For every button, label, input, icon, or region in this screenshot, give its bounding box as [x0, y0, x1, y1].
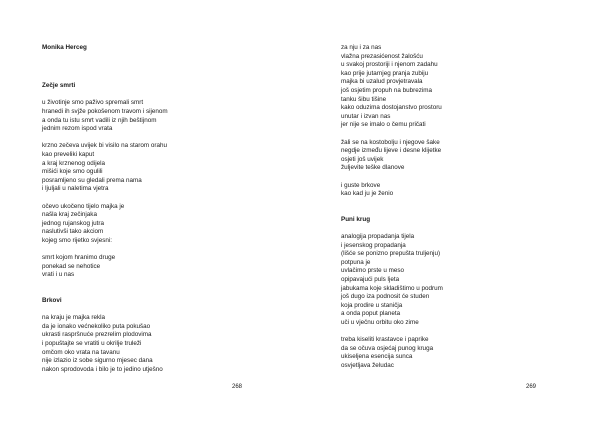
verse-line: nije izlazio iz sobe sigurno mjesec dana: [42, 357, 153, 365]
verse-line: i popuštajte se vratiti u okrilje truleži: [42, 340, 142, 347]
stanza: [341, 233, 581, 328]
verse-line: žali se na kostobolju i njegove šake: [341, 138, 440, 146]
poem-title: Zečje smrti: [42, 82, 76, 90]
verse-line: uči u vječnu orbitu oko zime: [341, 319, 419, 326]
verse-line: i jesenskog propadanja: [341, 241, 406, 249]
verse-line: očevo ukočeno tijelo majka je: [42, 202, 125, 210]
verse-line: jednog rujanskog jutra: [42, 219, 104, 227]
poem-title: Puni krug: [341, 215, 371, 223]
verse-line: treba kiseliti krastavce i paprike: [341, 336, 429, 344]
stanza: [42, 203, 282, 246]
verse-line: a onda tu istu smrt vadili iz njih beštijnom: [42, 116, 157, 124]
verse-line: kojeg smo rijetko svjesni:: [42, 236, 112, 244]
stanza: [42, 142, 282, 194]
verse-line: osvjetljava želudac: [341, 361, 394, 369]
stanza: [341, 182, 581, 199]
verse-line: negdje između lijeve i desne klijetke: [341, 147, 442, 155]
verse-line: smrt kojom hranimo druge: [42, 254, 116, 262]
verse-line: ukiseljena esencija sunca: [341, 353, 413, 361]
verse-line: opipavajući puls ljeta: [341, 276, 400, 284]
verse-line: još osjetim propuh na bubrezima: [341, 86, 433, 94]
verse-line: a onda poput planeta: [341, 310, 401, 318]
verse-line: ukrasti raspršnuće prezrelim plodovima: [42, 331, 152, 339]
verse-line: još dugo iza podnosit će studen: [341, 293, 430, 301]
verse-line: za nju i za nas: [341, 44, 382, 51]
verse-line: jabukama koje skladištimo u podrum: [341, 284, 443, 292]
verse-line: da je ionako većnekoliko puta pokušao: [42, 322, 151, 330]
stanza: [42, 314, 282, 374]
verse-line: u životinje smo paživo spremali smrt: [42, 99, 144, 107]
verse-line: posramljeno su gledali prema nama: [42, 176, 142, 184]
verse-line: da se očuva osjećaj punog kruga: [341, 344, 434, 352]
verse-line: našla kraj zečinjaka: [42, 211, 97, 219]
verse-line: kao preveliki kaput: [42, 150, 95, 158]
verse-line: osjeti još uvijek: [341, 155, 384, 163]
verse-line: tanku šibu tišine: [341, 95, 387, 103]
verse-line: hranedi ih svjže pokošenom travom i sijenom: [42, 107, 168, 115]
verse-line: koja prodire u staničja: [341, 301, 403, 309]
verse-line: a kraj krznenog odijela: [42, 159, 106, 167]
stanza: [341, 139, 581, 173]
verse-line: unutar i izvan nas: [341, 112, 391, 120]
left-page-text: [42, 44, 282, 374]
verse-line: (lišće se ponizno prepušta truljenju): [341, 250, 441, 258]
stanza: [341, 336, 581, 370]
verse-line: kao prije jutarnjeg pranja zubiju: [341, 69, 429, 77]
verse-line: majka bi uzalud provjetravala: [341, 78, 423, 86]
stanza: [42, 254, 282, 280]
verse-line: vrati i u nas: [42, 271, 75, 279]
verse-line: u svakoj prostoriji i njenom zadahu: [341, 61, 438, 69]
verse-line: kako oduzima dostojanstvo prostoru: [341, 104, 442, 112]
right-page: [300, 0, 600, 423]
verse-line: potpuna je: [341, 258, 371, 266]
verse-line: ponekad se nehotice: [42, 262, 101, 270]
verse-line: analogija propadanja tijela: [341, 233, 415, 241]
poem-title: Brkovi: [42, 297, 62, 305]
verse-line: jer nije se imalo o čemu pričati: [341, 121, 426, 129]
page-number: 269: [526, 384, 537, 390]
verse-line: naslutivši tako akciom: [42, 228, 104, 236]
stanza: [42, 99, 282, 133]
verse-line: kao kad ju je ženio: [341, 190, 394, 198]
right-page-text: [341, 44, 581, 371]
verse-line: na kraju je majka rekla: [42, 314, 105, 322]
verse-line: jednim rezom ispod vrata: [42, 125, 113, 133]
verse-line: žuljevite teške dlanove: [341, 164, 405, 172]
author-name: Monika Herceg: [42, 44, 87, 51]
verse-line: omčom oko vrata na tavanu: [42, 348, 120, 356]
verse-line: i ljuljali u naletima vjetra: [42, 185, 109, 193]
verse-line: nakon sprodovoda i bilo je to jedino utješno: [42, 365, 163, 373]
verse-line: i guste brkove: [341, 181, 381, 189]
verse-line: krzno zečeva uvijek bi visilo na starom orahu: [42, 142, 167, 150]
stanza: [341, 44, 581, 130]
page-number: 268: [232, 384, 243, 390]
verse-line: uvlačimo prste u meso: [341, 267, 404, 275]
verse-line: mišići koje smo ogulili: [42, 168, 103, 176]
verse-line: vlažna prezasićenost žalošću: [341, 52, 423, 60]
